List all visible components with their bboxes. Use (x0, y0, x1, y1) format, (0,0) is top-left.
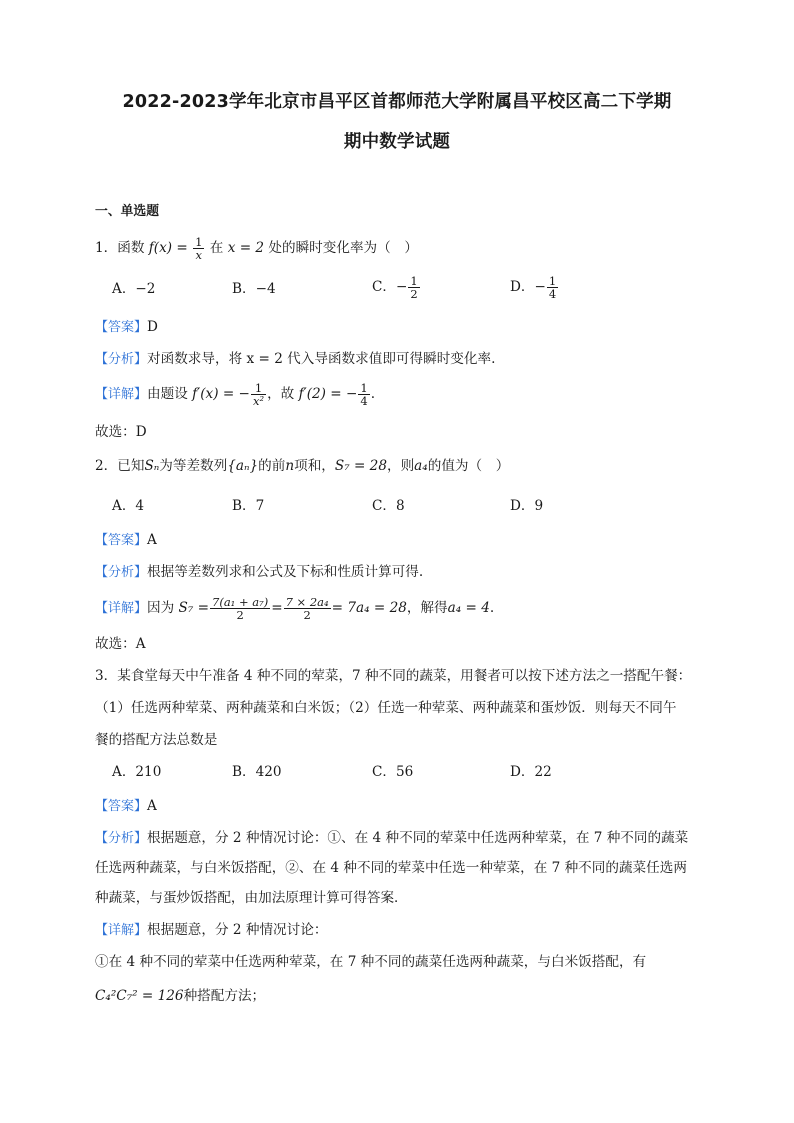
detail-tag: 【详解】 (95, 923, 148, 938)
q3-detail-line-1 (95, 920, 327, 941)
question-3-stem-line-2: （1）任选两种荤菜、两种蔬菜和白米饭；（2）任选一种荤菜、两种蔬菜和蛋炒饭．则每天不同午 (95, 700, 677, 716)
q3-option-b[interactable]: B．420 (232, 764, 282, 780)
q3-analysis-line-2: 任选两种蔬菜，与白米饭搭配，②、在 4 种不同的荤菜中任选一种荤菜，在 7 种不同的蔬菜任选两 (95, 860, 687, 876)
q3-option-d[interactable]: D．22 (510, 764, 552, 780)
analysis-tag: 【分析】 (95, 831, 148, 846)
answer-tag: 【答案】 (95, 799, 148, 814)
q3-detail-text-3: 种搭配方法； (183, 988, 266, 1004)
question-2-stem (95, 456, 509, 476)
q1-detail-text-b: ，故 (267, 386, 295, 402)
q1-frac-den: x (195, 248, 203, 262)
q1-mid: 在 (209, 240, 224, 256)
q2-analysis-text: 根据等差数列求和公式及下标和性质计算可得. (147, 564, 424, 580)
q1-detail-fraction (251, 382, 266, 407)
q1-analysis-text: 对函数求导，将 x = 2 代入导函数求值即可得瞬时变化率. (147, 351, 496, 367)
q1-option-d-fraction (547, 275, 558, 300)
q1-c-num: 1 (410, 274, 418, 288)
document-title-line-2: 期中数学试题 (343, 132, 451, 152)
q1-option-c-label: C．− (372, 279, 408, 295)
q2-detail-fraction-1 (210, 596, 270, 621)
detail-tag: 【详解】 (95, 601, 148, 616)
detail-tag: 【详解】 (95, 387, 148, 402)
q1-detail-end: . (370, 386, 376, 402)
q2-answer (95, 530, 157, 551)
q1-frac-num: 1 (195, 235, 203, 249)
q1-option-d-label: D．− (510, 279, 546, 295)
q2-analysis (95, 562, 423, 583)
q1-detail-num: 1 (251, 382, 266, 395)
q1-suffix: 处的瞬时变化率为（ ） (268, 240, 418, 256)
q2-frac1-den: 2 (236, 608, 244, 622)
q2-an: {aₙ} (227, 458, 259, 474)
q3-answer (95, 796, 157, 817)
q2-detail-s7: S₇ = (178, 600, 210, 616)
q1-option-a[interactable]: A．−2 (112, 281, 156, 297)
q2-frac1-num: 7(a₁ + a₇) (212, 595, 269, 609)
q2-detail-result: a₄ = 4 (447, 600, 490, 616)
q2-a4: a₄ (414, 458, 428, 474)
q2-text-c: 的前 (258, 458, 286, 474)
q1-prefix: 1．函数 (95, 240, 145, 256)
analysis-tag: 【分析】 (95, 352, 148, 367)
q2-text-a: 2．已知 (95, 458, 145, 474)
q1-answer (95, 317, 158, 338)
q2-detail-text-b: ，解得 (406, 600, 448, 616)
q3-detail-line-2: ①在 4 种不同的荤菜中任选两种荤菜，在 7 种不同的蔬菜任选两种蔬菜，与白米饭搭配，有 (95, 954, 647, 970)
q2-answer-value: A (147, 532, 157, 548)
q1-conclusion: 故选：D (95, 424, 147, 440)
q1-d-den: 4 (548, 287, 557, 301)
q2-option-a[interactable]: A．4 (112, 498, 145, 514)
q3-analysis-text-1: 根据题意，分 2 种情况讨论：①、在 4 种不同的荤菜中任选两种荤菜，在 7 种不同的蔬菜 (147, 830, 689, 846)
q2-detail-fraction-2 (284, 596, 331, 621)
q2-detail-eq: = (271, 600, 283, 616)
q1-derivative: f′(x) = − (192, 386, 250, 402)
q3-option-c[interactable]: C．56 (372, 764, 414, 780)
q2-frac2-num: 7 × 2a₄ (285, 595, 329, 609)
q1-derivative-at-2: f′(2) = − (298, 386, 358, 402)
q2-detail-text-a: 因为 (147, 600, 175, 616)
q2-s7: S₇ = 28 (334, 458, 387, 474)
q1-detail-text-a: 由题设 (147, 386, 188, 402)
q1-analysis (95, 349, 495, 370)
q2-option-c[interactable]: C．8 (372, 498, 405, 514)
q3-answer-value: A (147, 798, 157, 814)
q2-n: n (285, 458, 295, 474)
q1-detail (95, 382, 375, 407)
document-title-line-1: 2022-2023学年北京市昌平区首都师范大学附属昌平校区高二下学期 (122, 92, 672, 112)
q2-text-e: ，则 (386, 458, 415, 474)
q2-text-d: 项和， (294, 458, 335, 474)
answer-tag: 【答案】 (95, 320, 148, 335)
q2-detail (95, 596, 494, 621)
q3-option-a[interactable]: A．210 (112, 764, 162, 780)
q2-text-f: 的值为（ ） (427, 458, 510, 474)
q1-detail-num2: 1 (360, 381, 368, 395)
question-3-stem-line-1: 3．某食堂每天中午准备 4 种不同的荤菜，7 种不同的蔬菜，用餐者可以按下述方法之一搭配午餐： (95, 668, 692, 684)
q2-option-b[interactable]: B．7 (232, 498, 265, 514)
q1-fraction (193, 236, 204, 261)
q2-detail-mid: = 7a₄ = 28 (331, 600, 407, 616)
q3-analysis-line-3: 种蔬菜，与蛋炒饭搭配，由加法原理计算可得答案． (95, 890, 408, 906)
q1-option-c-fraction (408, 275, 419, 300)
q1-detail-fraction-2 (358, 382, 369, 407)
q3-detail-text-1: 根据题意，分 2 种情况讨论： (147, 922, 328, 938)
q3-detail-line-3 (95, 986, 265, 1006)
section-heading: 一、单选题 (95, 204, 159, 219)
question-1-stem (95, 236, 418, 261)
q1-option-c[interactable] (372, 275, 421, 300)
q3-analysis-line-1 (95, 828, 688, 849)
q3-combination-formula: C₄²C₇² = 126 (95, 988, 184, 1004)
q2-frac2-den: 2 (303, 608, 311, 622)
q2-text-b: 为等差数列 (159, 458, 228, 474)
q2-conclusion: 故选：A (95, 636, 146, 652)
q1-detail-den: x² (252, 394, 265, 408)
q2-option-d[interactable]: D．9 (510, 498, 544, 514)
q1-answer-value: D (147, 319, 158, 335)
q1-d-num: 1 (548, 274, 557, 288)
q1-point: x = 2 (227, 240, 265, 256)
q1-function: f(x) = (148, 240, 188, 256)
q1-option-b[interactable]: B．−4 (232, 281, 276, 297)
analysis-tag: 【分析】 (95, 565, 148, 580)
q1-detail-den2: 4 (360, 394, 368, 408)
answer-tag: 【答案】 (95, 533, 148, 548)
q2-detail-end: . (489, 600, 495, 616)
q1-option-d[interactable] (510, 275, 559, 300)
q1-c-den: 2 (410, 287, 418, 301)
question-3-stem-line-3: 餐的搭配方法总数是 (95, 732, 218, 748)
q2-sn: Sₙ (144, 458, 160, 474)
